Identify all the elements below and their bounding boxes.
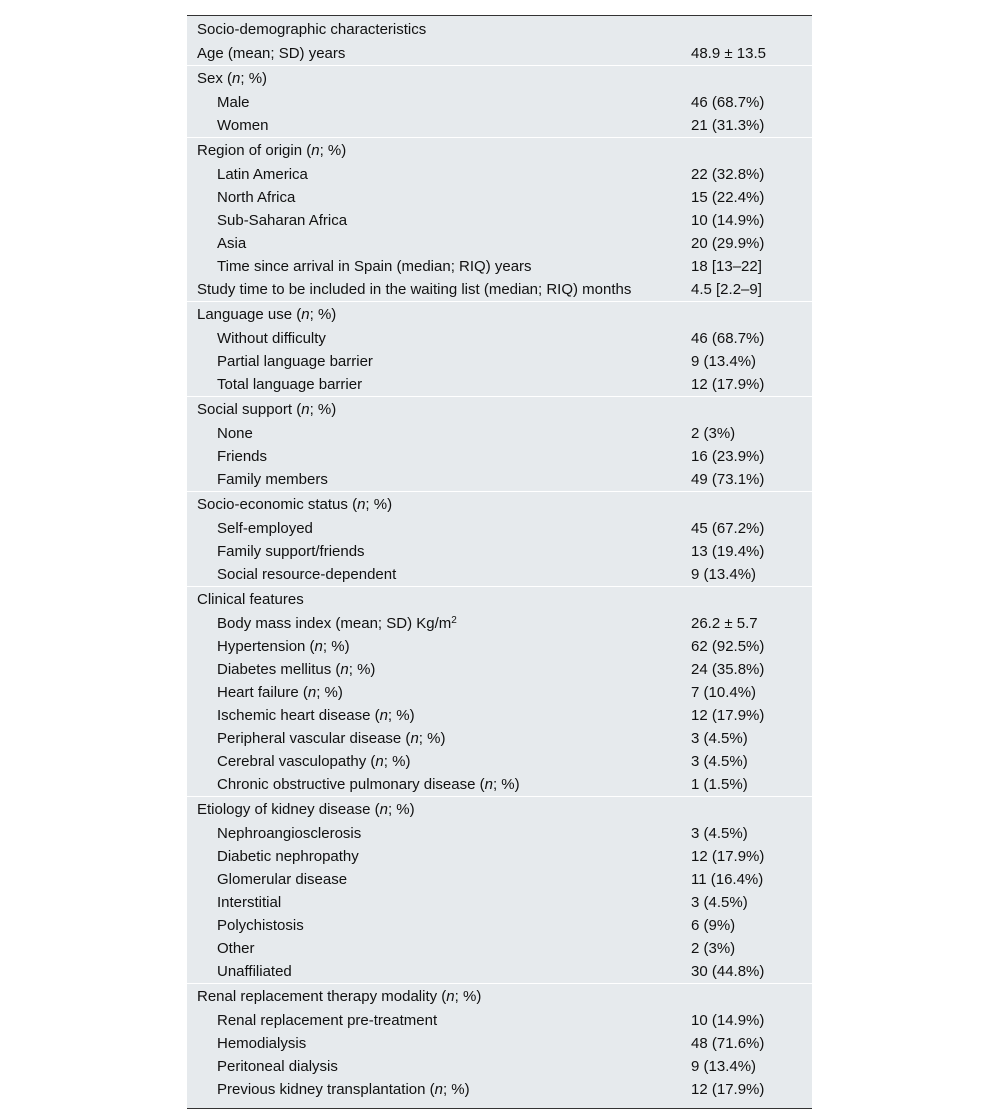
- table-row: [187, 1078, 812, 1101]
- row-value: 9 (13.4%): [691, 1058, 757, 1075]
- row-label: Study time to be included in the waiting list (median; RIQ) months: [197, 281, 632, 298]
- row-value: 9 (13.4%): [691, 566, 757, 583]
- characteristics-table: [187, 15, 812, 1109]
- row-value: 22 (32.8%): [691, 166, 765, 183]
- row-value: 30 (44.8%): [691, 963, 765, 980]
- table-row: [187, 960, 812, 983]
- row-value: 62 (92.5%): [691, 638, 765, 655]
- row-label: North Africa: [217, 189, 296, 206]
- row-value: 9 (13.4%): [691, 353, 757, 370]
- row-label: Peritoneal dialysis: [217, 1058, 338, 1075]
- table-row: [187, 540, 812, 563]
- table-row: [187, 704, 812, 727]
- row-value: 12 (17.9%): [691, 707, 765, 724]
- table-row: [187, 727, 812, 750]
- row-label: Language use (n; %): [197, 306, 337, 323]
- table-row: [187, 91, 812, 114]
- row-value: 3 (4.5%): [691, 753, 748, 770]
- row-label: Renal replacement therapy modality (n; %): [197, 988, 482, 1005]
- row-value: 16 (23.9%): [691, 448, 765, 465]
- table-section-row: [187, 65, 812, 91]
- row-label: Chronic obstructive pulmonary disease (n; %): [217, 776, 520, 793]
- row-label: Socio-demographic characteristics: [197, 21, 427, 38]
- row-label: Social resource-dependent: [217, 566, 397, 583]
- row-value: 12 (17.9%): [691, 1081, 765, 1098]
- table-row: [187, 773, 812, 796]
- row-value: 49 (73.1%): [691, 471, 765, 488]
- table-row: [187, 42, 812, 65]
- row-label: Age (mean; SD) years: [197, 45, 346, 62]
- row-value: 21 (31.3%): [691, 117, 765, 134]
- table-row: [187, 517, 812, 540]
- row-label: Hemodialysis: [217, 1035, 307, 1052]
- row-label: Polychistosis: [217, 917, 304, 934]
- row-label: Women: [217, 117, 269, 134]
- row-label: Asia: [217, 235, 247, 252]
- row-value: 18 [13–22]: [691, 258, 762, 275]
- row-label: Family support/friends: [217, 543, 365, 560]
- table-row: [187, 563, 812, 586]
- row-label: Previous kidney transplantation (n; %): [217, 1081, 470, 1098]
- row-label: Family members: [217, 471, 328, 488]
- row-label: Unaffiliated: [217, 963, 292, 980]
- row-label: Interstitial: [217, 894, 282, 911]
- row-label: Self-employed: [217, 520, 313, 537]
- table-row: [187, 681, 812, 704]
- row-label: Diabetic nephropathy: [217, 848, 359, 865]
- table-row: [187, 327, 812, 350]
- row-value: 20 (29.9%): [691, 235, 765, 252]
- table-section-row: [187, 796, 812, 822]
- table-section-row: [187, 301, 812, 327]
- row-label: Diabetes mellitus (n; %): [217, 661, 376, 678]
- row-value: 12 (17.9%): [691, 376, 765, 393]
- table-row: [187, 822, 812, 845]
- table-row: [187, 845, 812, 868]
- row-label: Clinical features: [197, 591, 304, 608]
- row-label: Sub-Saharan Africa: [217, 212, 348, 229]
- table-row: [187, 868, 812, 891]
- row-label: Glomerular disease: [217, 871, 348, 888]
- row-value: 10 (14.9%): [691, 1012, 765, 1029]
- row-value: 3 (4.5%): [691, 825, 748, 842]
- row-value: 46 (68.7%): [691, 94, 765, 111]
- table-row: [187, 1032, 812, 1055]
- table-row: [187, 232, 812, 255]
- table-row: [187, 612, 812, 635]
- table-row: [187, 350, 812, 373]
- row-label: Male: [217, 94, 250, 111]
- row-value: 26.2 ± 5.7: [691, 615, 758, 632]
- table-row: [187, 278, 812, 301]
- row-label: Total language barrier: [217, 376, 363, 393]
- row-label: Latin America: [217, 166, 308, 183]
- row-label: Sex (n; %): [197, 70, 268, 87]
- row-value: 6 (9%): [691, 917, 736, 934]
- row-label: Ischemic heart disease (n; %): [217, 707, 415, 724]
- row-label: Friends: [217, 448, 268, 465]
- table-row: [187, 750, 812, 773]
- row-label: Without difficulty: [217, 330, 326, 347]
- table-section-row: [187, 17, 812, 42]
- table-row: [187, 186, 812, 209]
- row-label: Social support (n; %): [197, 401, 337, 418]
- row-value: 3 (4.5%): [691, 730, 748, 747]
- row-value: 3 (4.5%): [691, 894, 748, 911]
- row-label: Nephroangiosclerosis: [217, 825, 362, 842]
- row-value: 10 (14.9%): [691, 212, 765, 229]
- table-row: [187, 373, 812, 396]
- table-row: [187, 468, 812, 491]
- row-label: Partial language barrier: [217, 353, 373, 370]
- row-value: 2 (3%): [691, 425, 736, 442]
- row-label: Other: [217, 940, 255, 957]
- table-section-row: [187, 586, 812, 612]
- table-row: [187, 422, 812, 445]
- table-row: [187, 1009, 812, 1032]
- row-value: 2 (3%): [691, 940, 736, 957]
- row-value: 48.9 ± 13.5: [691, 45, 766, 62]
- row-label: Socio-economic status (n; %): [197, 496, 393, 513]
- table-row: [187, 255, 812, 278]
- row-value: 4.5 [2.2–9]: [691, 281, 762, 298]
- row-value: 15 (22.4%): [691, 189, 765, 206]
- table-row: [187, 914, 812, 937]
- table-row: [187, 891, 812, 914]
- row-label: Cerebral vasculopathy (n; %): [217, 753, 411, 770]
- row-label: Body mass index (mean; SD) $Kg/m^2$: [217, 615, 457, 632]
- table-section-row: [187, 983, 812, 1009]
- row-value: 45 (67.2%): [691, 520, 765, 537]
- table-row: [187, 163, 812, 186]
- table-row: [187, 1055, 812, 1078]
- table-row: [187, 635, 812, 658]
- row-label: Region of origin (n; %): [197, 142, 347, 159]
- row-label: Heart failure (n; %): [217, 684, 343, 701]
- row-label: Hypertension (n; %): [217, 638, 350, 655]
- row-label: Etiology of kidney disease (n; %): [197, 801, 415, 818]
- row-value: 1 (1.5%): [691, 776, 748, 793]
- table-row: [187, 114, 812, 137]
- row-value: 13 (19.4%): [691, 543, 765, 560]
- table-row: [187, 658, 812, 681]
- row-value: 48 (71.6%): [691, 1035, 765, 1052]
- table-section-row: [187, 396, 812, 422]
- row-label: None: [217, 425, 253, 442]
- row-label: Peripheral vascular disease (n; %): [217, 730, 446, 747]
- table-body: [187, 17, 812, 1101]
- table-row: [187, 937, 812, 960]
- row-label: Renal replacement pre-treatment: [217, 1012, 438, 1029]
- row-value: 46 (68.7%): [691, 330, 765, 347]
- row-value: 7 (10.4%): [691, 684, 757, 701]
- row-value: 12 (17.9%): [691, 848, 765, 865]
- table-section-row: [187, 137, 812, 163]
- row-label: Time since arrival in Spain (median; RIQ) years: [217, 258, 532, 275]
- table-row: [187, 209, 812, 232]
- row-value: 24 (35.8%): [691, 661, 765, 678]
- table-row: [187, 445, 812, 468]
- table-section-row: [187, 491, 812, 517]
- row-value: 11 (16.4%): [691, 871, 764, 888]
